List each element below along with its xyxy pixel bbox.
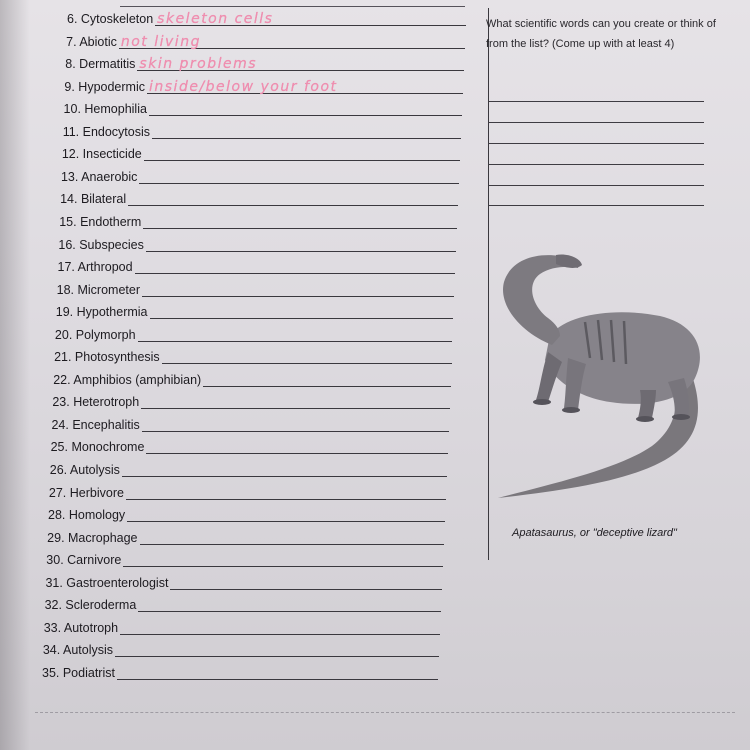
term-row [47,525,444,545]
term-label: 13. Anaerobic [60,169,138,184]
answer-line[interactable] [144,146,460,161]
answer-line[interactable] [139,169,459,184]
answer-line[interactable] [140,530,444,545]
column-divider [488,8,489,560]
term-row [49,480,446,500]
blank-answer-line[interactable] [488,122,704,123]
term-row [51,434,448,454]
term-label: 14. Bilateral [60,192,127,207]
term-label: 7. Abiotic [66,34,117,49]
answer-line[interactable] [147,79,463,94]
term-row [43,637,439,657]
answer-line[interactable] [162,349,452,364]
answer-line[interactable] [150,304,454,319]
term-row [45,570,441,590]
term-row [45,592,441,612]
term-row [63,119,461,139]
term-label: 22. Amphibios (amphibian) [53,372,202,387]
term-row [53,367,450,387]
blank-answer-line[interactable] [488,205,704,206]
prompt-text: What scientific words can you create or think of from the list? (Come up with at least 4) [486,18,716,50]
page-bottom-rule [35,712,735,714]
term-row [65,51,464,71]
answer-line[interactable] [128,191,458,206]
term-label: 24. Encephalitis [51,417,140,432]
answer-line[interactable] [137,56,464,71]
term-label: 20. Polymorph [54,327,136,342]
answer-line[interactable] [142,282,454,297]
answer-line[interactable] [122,462,447,477]
answer-line[interactable] [135,259,456,274]
term-row [64,74,463,94]
term-label: 28. Homology [48,508,126,523]
term-label: 34. Autolysis [42,643,114,658]
answer-line[interactable] [146,439,447,454]
term-label: 23. Heterotroph [52,395,140,410]
term-row [66,29,465,49]
term-row [46,547,443,567]
answer-line[interactable] [117,665,438,680]
illustration-caption: Apatasaurus, or "deceptive lizard" [512,527,677,539]
handwritten-answer: skin problems [139,56,258,73]
term-row [44,615,440,635]
term-row [57,277,455,297]
term-row [59,209,457,229]
term-label: 6. Cytoskeleton [67,12,154,26]
term-row [58,232,456,252]
term-row [61,164,459,184]
term-label: 8. Dermatitis [65,57,136,72]
term-label: 16. Subspecies [58,237,144,252]
answer-line[interactable] [126,485,446,500]
blank-answer-line[interactable] [488,164,704,165]
answer-line[interactable] [170,575,441,590]
answer-line[interactable] [138,327,453,342]
term-label: 9. Hypodermic [64,79,145,94]
term-label: 29. Macrophage [47,530,138,545]
term-label: 30. Carnivore [46,553,122,568]
term-label: 12. Insecticide [61,147,142,162]
answer-line[interactable] [155,11,466,26]
blank-answer-line[interactable] [488,185,704,186]
term-row [64,96,463,116]
term-label: 33. Autotroph [43,620,119,635]
term-row [52,389,449,409]
term-row [67,6,466,26]
term-label: 11. Endocytosis [62,124,151,139]
dinosaur-illustration-icon [490,250,715,505]
term-label: 27. Herbivore [48,485,124,500]
answer-line[interactable] [119,34,465,49]
answer-line[interactable] [143,214,457,229]
answer-line[interactable] [123,552,442,567]
term-row [48,502,445,522]
handwritten-answer: not living [120,33,201,50]
answer-line[interactable] [138,597,441,612]
answer-line[interactable] [152,124,461,139]
term-label: 26. Autolysis [49,463,120,477]
term-label: 21. Photosynthesis [54,350,160,365]
handwritten-answer: skeleton cells [157,11,274,27]
answer-line[interactable] [141,394,449,409]
term-row [55,322,453,342]
term-row [51,412,448,432]
answer-line[interactable] [115,642,439,657]
term-label: 15. Endotherm [59,214,142,229]
handwritten-answer: inside/below your foot [149,78,338,95]
term-label: 17. Arthropod [57,260,133,275]
answer-line[interactable] [203,372,450,387]
term-row [54,344,451,364]
blank-answer-line[interactable] [488,143,704,144]
answer-line[interactable] [142,417,449,432]
term-row [56,299,454,319]
term-row [60,186,458,206]
term-label: 18. Micrometer [56,282,140,297]
term-label: 32. Scleroderma [44,598,137,613]
term-label: 31. Gastroenterologist [45,575,169,590]
answer-line[interactable] [149,101,462,116]
term-label: 35. Podiatrist [42,665,115,680]
term-label: 25. Monochrome [50,440,145,455]
answer-line[interactable] [120,620,440,635]
term-label: 19. Hypothermia [55,305,148,320]
blank-answer-line[interactable] [488,101,704,102]
term-row [58,254,456,274]
term-label: 10. Hemophilia [63,102,147,117]
term-row [62,141,460,161]
answer-line[interactable] [127,507,445,522]
answer-line[interactable] [146,237,456,252]
term-row [42,660,438,680]
term-row [50,457,447,477]
